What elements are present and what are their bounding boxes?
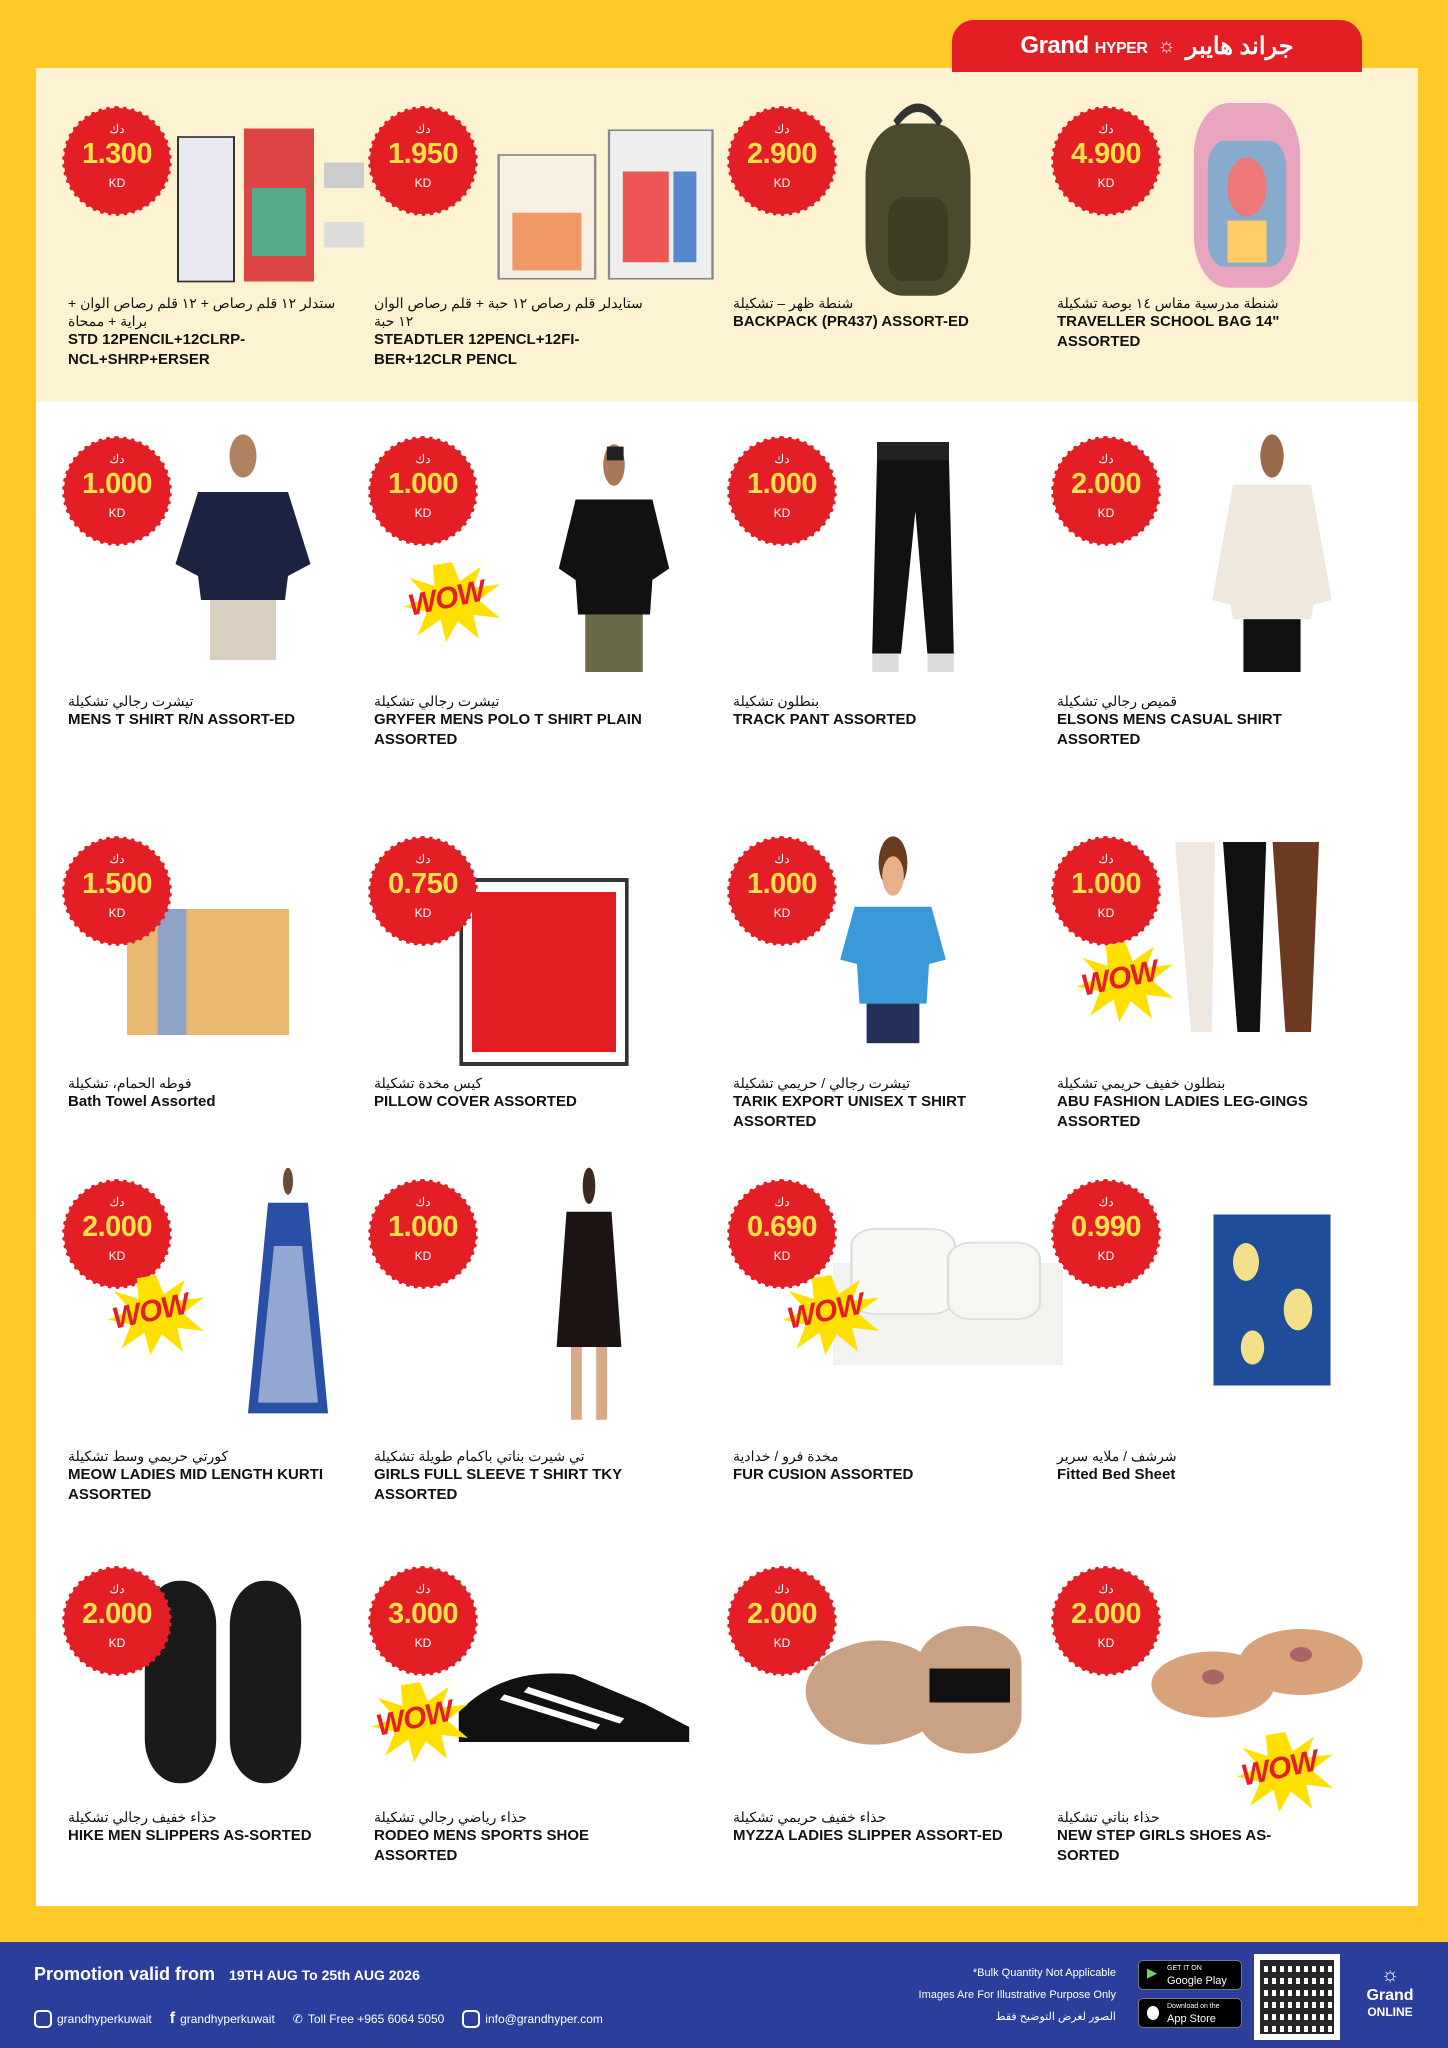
product-card[interactable] <box>733 112 1043 442</box>
price-value: 1.000 <box>387 1211 459 1243</box>
wow-label: WOW <box>405 574 488 623</box>
currency-en: KD <box>773 1636 791 1650</box>
product-name-en: NEW STEP GIRLS SHOES AS-SORTED <box>1057 1827 1272 1864</box>
product-description <box>1057 1447 1327 1485</box>
product-card[interactable] <box>374 1185 684 1515</box>
currency-en: KD <box>414 176 432 190</box>
price-value: 0.750 <box>387 868 459 900</box>
product-name-en: GIRLS FULL SLEEVE T SHIRT TKY ASSORTED <box>374 1466 622 1503</box>
currency-ar: دك <box>415 1582 431 1596</box>
product-card[interactable] <box>733 842 1043 1172</box>
price-badge <box>1057 1572 1155 1670</box>
currency-en: KD <box>414 506 432 520</box>
currency-en: KD <box>1097 176 1115 190</box>
product-card[interactable] <box>733 1185 1043 1515</box>
product-name-en: STD 12PENCIL+12CLRP-NCL+SHRP+ERSER <box>68 331 246 368</box>
product-name-en: STEADTLER 12PENCL+12FI-BER+12CLR PENCL <box>374 331 580 368</box>
wow-label: WOW <box>373 1694 456 1743</box>
price-badge <box>374 1185 472 1283</box>
currency-en: KD <box>108 1249 126 1263</box>
product-card[interactable] <box>1057 442 1367 772</box>
product-name-ar: مخدة فرو / خدادية <box>733 1448 839 1464</box>
product-name-en: PILLOW COVER ASSORTED <box>374 1093 577 1110</box>
wow-label: WOW <box>784 1287 867 1336</box>
product-image <box>454 1622 694 1772</box>
product-image <box>833 1195 1063 1365</box>
currency-ar: دك <box>109 452 125 466</box>
product-description <box>68 1074 338 1112</box>
product-name-ar: تيشرت رجالي / حريمي تشكيلة <box>733 1075 911 1091</box>
product-image <box>238 1165 338 1435</box>
product-name-en: BACKPACK (PR437) ASSORT-ED <box>733 313 969 330</box>
product-name-ar: بنطلون تشكيلة <box>733 693 820 709</box>
product-description <box>374 1447 644 1505</box>
product-card[interactable] <box>374 1572 684 1902</box>
price-value: 1.300 <box>81 138 153 170</box>
product-description <box>733 294 1003 332</box>
product-name-ar: كيس مخدة تشكيلة <box>374 1075 483 1091</box>
currency-ar: دك <box>109 1195 125 1209</box>
product-description <box>733 1808 1003 1846</box>
product-description <box>733 692 1003 730</box>
price-value: 2.000 <box>1070 1598 1142 1630</box>
google-play-button[interactable]: ▶ GET IT ON Google Play <box>1138 1960 1242 1990</box>
product-card[interactable] <box>1057 842 1367 1172</box>
disclaimer: *Bulk Quantity Not Applicable Images Are For Illustrative Purpose Only الصور لغرض التوضيح فقط <box>918 1967 1116 2023</box>
price-value: 1.950 <box>387 138 459 170</box>
price-value: 1.500 <box>81 868 153 900</box>
currency-en: KD <box>773 176 791 190</box>
qr-code[interactable] <box>1254 1954 1340 2040</box>
currency-en: KD <box>108 176 126 190</box>
price-value: 2.000 <box>81 1211 153 1243</box>
product-image <box>168 120 368 290</box>
product-card[interactable] <box>1057 112 1367 442</box>
currency-ar: دك <box>774 1582 790 1596</box>
product-image <box>853 442 973 672</box>
sun-icon: ☼ <box>1157 34 1176 57</box>
product-image <box>1207 432 1337 672</box>
currency-ar: دك <box>109 122 125 136</box>
price-badge <box>374 112 472 210</box>
product-name-ar: حذاء خفيف حريمي تشكيلة <box>733 1809 887 1825</box>
product-description <box>733 1447 1003 1485</box>
currency-ar: دك <box>1098 1195 1114 1209</box>
product-image <box>1207 1205 1337 1395</box>
currency-en: KD <box>773 906 791 920</box>
currency-en: KD <box>1097 1636 1115 1650</box>
price-value: 0.990 <box>1070 1211 1142 1243</box>
price-badge <box>68 112 166 210</box>
product-image <box>494 122 724 287</box>
price-value: 1.000 <box>746 468 818 500</box>
instagram-icon <box>34 2010 52 2028</box>
instagram-link[interactable]: grandhyperkuwait <box>34 2010 152 2028</box>
product-description <box>68 692 338 730</box>
phone-icon: ✆ <box>292 2012 303 2026</box>
product-image <box>168 432 318 672</box>
product-card[interactable] <box>68 1572 378 1902</box>
price-value: 1.000 <box>387 468 459 500</box>
app-store-button[interactable]: Download on the App Store <box>1138 1998 1242 2028</box>
product-name-en: TRAVELLER SCHOOL BAG 14" ASSORTED <box>1057 313 1280 350</box>
product-name-en: FUR CUSION ASSORTED <box>733 1466 914 1483</box>
currency-en: KD <box>773 1249 791 1263</box>
currency-en: KD <box>414 1636 432 1650</box>
product-name-en: MENS T SHIRT R/N ASSORT-ED <box>68 711 295 728</box>
price-value: 0.690 <box>746 1211 818 1243</box>
price-value: 3.000 <box>387 1598 459 1630</box>
price-badge <box>374 442 472 540</box>
price-badge <box>1057 842 1155 940</box>
price-badge <box>1057 442 1155 540</box>
currency-en: KD <box>108 906 126 920</box>
product-image <box>554 442 674 672</box>
currency-en: KD <box>108 1636 126 1650</box>
product-description <box>374 1808 644 1866</box>
product-card[interactable] <box>1057 1185 1367 1515</box>
product-description <box>1057 1074 1327 1132</box>
product-name-ar: حذاء بناتي تشكيلة <box>1057 1809 1160 1825</box>
brand-logo: Grand HYPER ☼ جراند هايبر <box>952 20 1362 72</box>
price-badge <box>374 1572 472 1670</box>
currency-en: KD <box>414 1249 432 1263</box>
price-badge <box>733 442 831 540</box>
product-name-en: MEOW LADIES MID LENGTH KURTI ASSORTED <box>68 1466 323 1503</box>
product-name-ar: تي شيرت بناتي باكمام طويلة تشكيلة <box>374 1448 585 1464</box>
contact-row <box>34 2010 603 2028</box>
product-name-ar: فوطه الحمام، تشكيلة <box>68 1075 192 1091</box>
currency-en: KD <box>108 506 126 520</box>
product-description <box>374 1074 644 1112</box>
currency-en: KD <box>1097 906 1115 920</box>
product-name-en: MYZZA LADIES SLIPPER ASSORT-ED <box>733 1827 1003 1844</box>
product-description <box>374 294 644 370</box>
product-name-en: ABU FASHION LADIES LEG-GINGS ASSORTED <box>1057 1093 1308 1130</box>
product-card[interactable] <box>1057 1572 1367 1902</box>
currency-ar: دك <box>415 122 431 136</box>
product-image <box>1167 842 1327 1042</box>
product-name-en: RODEO MENS SPORTS SHOE ASSORTED <box>374 1827 590 1864</box>
currency-ar: دك <box>109 852 125 866</box>
product-name-ar: تيشرت رجالي تشكيلة <box>68 693 194 709</box>
product-card[interactable] <box>374 442 684 772</box>
currency-ar: دك <box>774 122 790 136</box>
product-name-en: TRACK PANT ASSORTED <box>733 711 917 728</box>
email-link[interactable]: info@grandhyper.com <box>462 2010 603 2028</box>
product-description <box>1057 692 1327 750</box>
currency-ar: دك <box>1098 452 1114 466</box>
product-description <box>68 1447 338 1505</box>
price-value: 2.900 <box>746 138 818 170</box>
product-name-ar: حذاء خفيف رجالي تشكيلة <box>68 1809 217 1825</box>
currency-ar: دك <box>1098 122 1114 136</box>
product-card[interactable] <box>374 112 684 442</box>
product-image <box>843 92 993 302</box>
product-name-ar: بنطلون خفيف حريمي تشكيلة <box>1057 1075 1226 1091</box>
product-description <box>374 692 644 750</box>
price-badge <box>68 1572 166 1670</box>
currency-ar: دك <box>774 1195 790 1209</box>
product-name-en: Bath Towel Assorted <box>68 1093 216 1110</box>
product-card[interactable] <box>68 112 378 442</box>
currency-en: KD <box>1097 506 1115 520</box>
facebook-icon: f <box>169 2010 176 2027</box>
price-badge <box>68 442 166 540</box>
product-image <box>803 1592 1033 1762</box>
product-image <box>833 832 953 1052</box>
price-badge <box>68 1185 166 1283</box>
price-badge <box>1057 1185 1155 1283</box>
wow-label: WOW <box>1238 1744 1321 1793</box>
footer <box>0 1942 1448 2048</box>
price-badge <box>733 112 831 210</box>
product-image <box>544 1165 634 1425</box>
product-image <box>1147 1602 1367 1752</box>
price-value: 1.000 <box>1070 868 1142 900</box>
product-name-en: TARIK EXPORT UNISEX T SHIRT ASSORTED <box>733 1093 967 1130</box>
product-card[interactable] <box>733 442 1043 772</box>
currency-ar: دك <box>415 452 431 466</box>
product-card[interactable] <box>68 842 378 1172</box>
product-name-ar: تيشرت رجالي تشكيلة <box>374 693 500 709</box>
price-value: 4.900 <box>1070 138 1142 170</box>
product-description <box>733 1074 1003 1132</box>
product-name-ar: شنطة مدرسية مقاس ١٤ بوصة تشكيلة <box>1057 295 1279 311</box>
price-badge <box>1057 112 1155 210</box>
product-name-en: Fitted Bed Sheet <box>1057 1466 1176 1483</box>
sun-icon: ☼ <box>1380 1964 1400 1986</box>
price-value: 2.000 <box>1070 468 1142 500</box>
product-name-ar: حذاء رياضي رجالي تشكيلة <box>374 1809 527 1825</box>
product-description <box>68 294 338 370</box>
phone-link[interactable]: ✆ Toll Free +965 6064 5050 <box>292 2012 445 2026</box>
product-image <box>1177 82 1317 292</box>
product-name-en: GRYFER MENS POLO T SHIRT PLAIN ASSORTED <box>374 711 642 748</box>
product-name-ar: ستدلر ١٢ قلم رصاص + ١٢ قلم رصاص الوان + براية + ممحاة <box>68 295 336 329</box>
price-badge <box>68 842 166 940</box>
product-name-ar: ستايدلر قلم رصاص ١٢ حبة + قلم رصاص الوان ١٢ حبة <box>374 295 643 329</box>
currency-en: KD <box>414 906 432 920</box>
price-badge <box>733 1185 831 1283</box>
product-description <box>1057 1808 1327 1866</box>
currency-en: KD <box>1097 1249 1115 1263</box>
currency-ar: دك <box>415 852 431 866</box>
grand-online-logo: ☼ Grand ONLINE <box>1350 1964 1430 2019</box>
price-badge <box>374 842 472 940</box>
product-name-ar: كورتي حريمي وسط تشكيلة <box>68 1448 229 1464</box>
price-value: 1.000 <box>81 468 153 500</box>
product-card[interactable] <box>68 1185 378 1515</box>
product-name-ar: شنطة ظهر – تشكيلة <box>733 295 854 311</box>
product-name-en: HIKE MEN SLIPPERS AS-SORTED <box>68 1827 312 1844</box>
product-name-ar: قميص رجالي تشكيلة <box>1057 693 1178 709</box>
wow-label: WOW <box>109 1287 192 1336</box>
product-card[interactable] <box>374 842 684 1172</box>
promo-validity: Promotion valid from 19TH AUG To 25th AUG 2026 <box>34 1964 420 1984</box>
wow-label: WOW <box>1078 954 1161 1003</box>
currency-ar: دك <box>1098 1582 1114 1596</box>
currency-ar: دك <box>415 1195 431 1209</box>
price-badge <box>733 1572 831 1670</box>
price-value: 2.000 <box>81 1598 153 1630</box>
price-badge <box>733 842 831 940</box>
price-value: 1.000 <box>746 868 818 900</box>
currency-ar: دك <box>774 852 790 866</box>
product-name-ar: شرشف / ملايه سرير <box>1057 1448 1177 1464</box>
product-card[interactable] <box>733 1572 1043 1902</box>
currency-ar: دك <box>774 452 790 466</box>
currency-en: KD <box>773 506 791 520</box>
facebook-link[interactable]: f grandhyperkuwait <box>169 2010 275 2027</box>
product-name-en: ELSONS MENS CASUAL SHIRT ASSORTED <box>1057 711 1282 748</box>
price-value: 2.000 <box>746 1598 818 1630</box>
product-description <box>68 1808 338 1846</box>
product-description <box>1057 294 1327 352</box>
currency-ar: دك <box>109 1582 125 1596</box>
currency-ar: دك <box>1098 852 1114 866</box>
mail-icon <box>462 2010 480 2028</box>
product-image <box>454 872 634 1072</box>
product-card[interactable] <box>68 442 378 772</box>
